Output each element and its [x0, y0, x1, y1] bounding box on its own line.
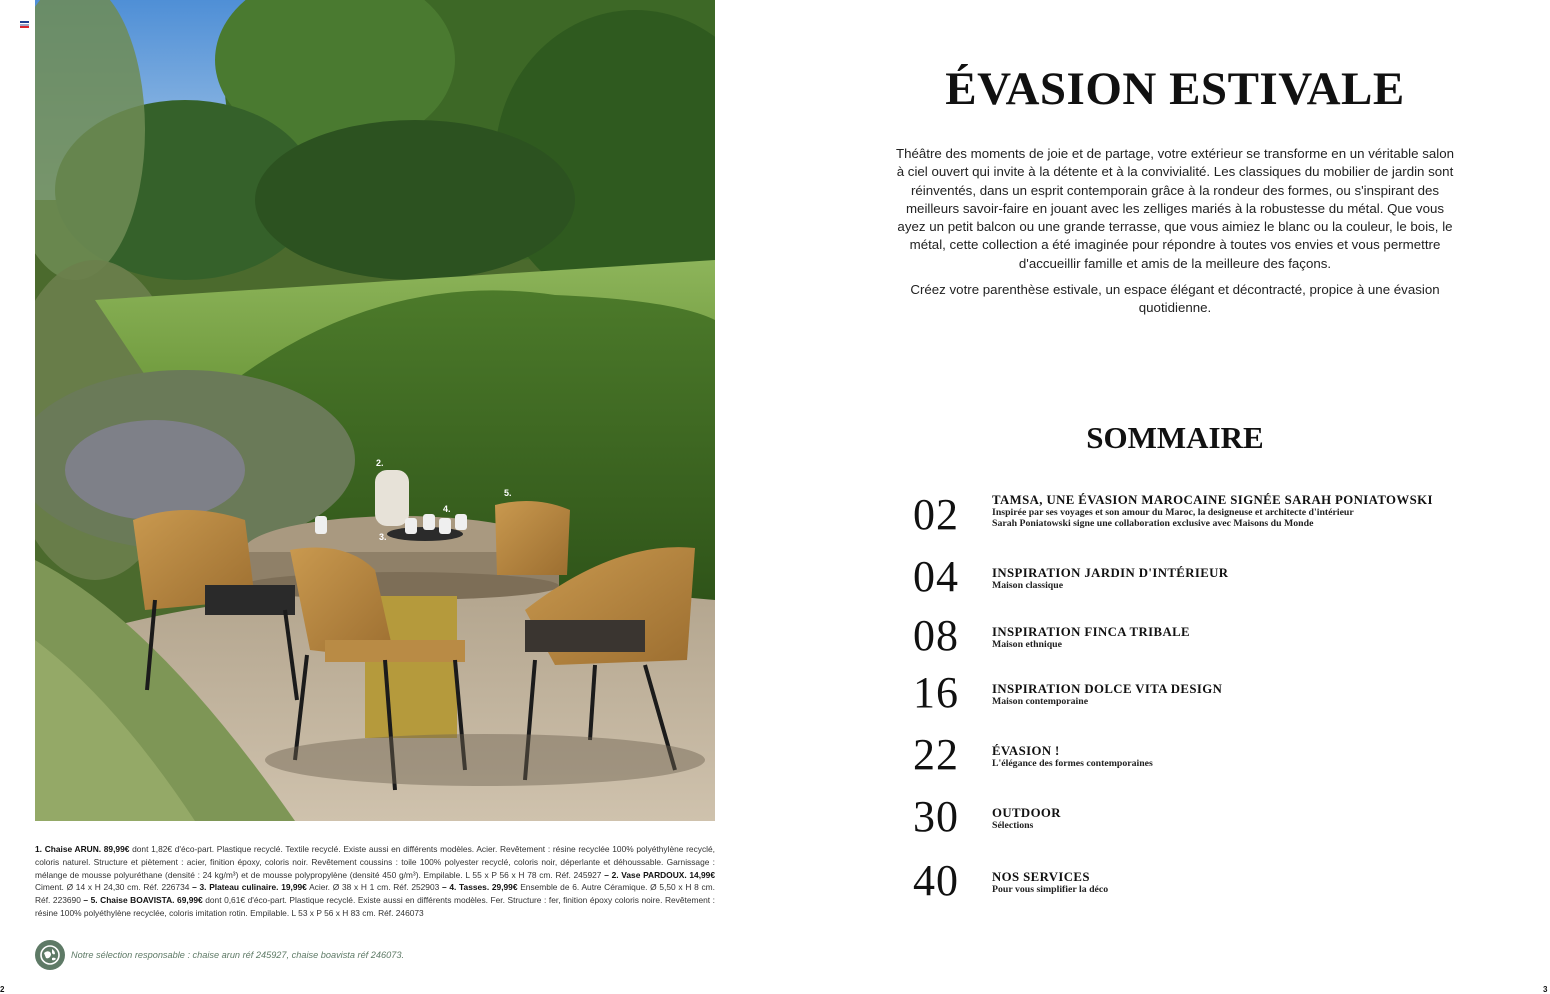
- toc-subtitle: Pour vous simplifier la déco: [992, 884, 1109, 895]
- product-label-4: 4.: [443, 504, 451, 514]
- toc-item[interactable]: [913, 552, 1473, 601]
- toc-page-number: 08: [913, 611, 959, 660]
- intro-text: [895, 145, 1455, 326]
- brand-flag-icon: [20, 21, 29, 28]
- toc-heading: OUTDOOR: [992, 806, 1061, 820]
- toc-heading: INSPIRATION JARDIN D'INTÉRIEUR: [992, 566, 1229, 580]
- toc-subtitle: Maison classique: [992, 580, 1064, 591]
- caption-product-1-name: 1. Chaise ARUN. 89,99€: [35, 844, 130, 854]
- intro-paragraph-1: Théâtre des moments de joie et de partage, votre extérieur se transforme en un véritable salon à ciel ouvert qui invite à la détente et à la convivialité. Les classiques du mobilier de jardin sont réinventés, dans un esprit contemporain grâce à la rondeur des formes, ou s'inspirant des meilleurs savoir-faire en jouant avec les zelliges mariés à la robustesse du métal. Que vous ayez un petit balcon ou une grande terrasse, que vous aimiez le blanc ou la couleur, le bois, le métal, cette collection a été imaginée pour répondre à toutes vos envies et vous permettre d'accueillir famille et amis de la meilleure des façons.: [895, 146, 1455, 271]
- toc-page-number: 02: [913, 490, 959, 539]
- toc-subtitle: Maison contemporaine: [992, 696, 1089, 707]
- caption-product-3-details: Acier. Ø 38 x H 1 cm. Réf. 252903: [306, 882, 442, 893]
- intro-paragraph-2: Créez votre parenthèse estivale, un espace élégant et décontracté, propice à une évasion quotidienne.: [910, 282, 1440, 316]
- eco-note: [35, 939, 404, 971]
- toc-subtitle: Maison ethnique: [992, 639, 1062, 650]
- toc-item[interactable]: [913, 611, 1473, 660]
- product-label-3: 3.: [379, 532, 387, 542]
- toc-item[interactable]: [913, 856, 1473, 905]
- caption-product-4-details: Ensemble de 6. Autre Céramique. Ø 5,50 x H 8 cm. Réf. 223690: [35, 882, 715, 906]
- toc-heading: NOS SERVICES: [992, 870, 1090, 884]
- toc-item[interactable]: [913, 792, 1473, 841]
- toc-page-number: 16: [913, 668, 959, 717]
- caption-product-3-name: – 3. Plateau culinaire. 19,99€: [192, 882, 307, 893]
- product-caption: [35, 843, 715, 920]
- product-label-5: 5.: [504, 488, 512, 498]
- garden-dining-set-photo: [35, 0, 715, 821]
- toc-item[interactable]: [913, 730, 1473, 779]
- page-title: ÉVASION ESTIVALE: [945, 63, 1405, 115]
- toc-heading: ÉVASION !: [992, 744, 1060, 758]
- toc-item[interactable]: [913, 668, 1473, 717]
- caption-product-2-details: Ciment. Ø 14 x H 24,30 cm. Réf. 226734: [35, 882, 193, 893]
- caption-product-5-name: – 5. Chaise BOAVISTA. 69,99€: [83, 895, 203, 906]
- toc-subtitle: L'élégance des formes contemporaines: [992, 758, 1153, 769]
- caption-product-5-details: dont 0,61€ d'éco-part. Plastique recyclé. Existe aussi en différents modèles. Fer. Structure : fer, finition époxy coloris noire. Revêtement : résine 100% polyéthylène recyclée, coloris imitation rotin. Empilable. L 53 x P 56 x H 83 cm. Réf. 246073: [35, 895, 715, 918]
- caption-product-4-name: – 4. Tasses. 29,99€: [441, 882, 518, 893]
- toc-subtitle: Inspirée par ses voyages et son amour du Maroc, la designeuse et architecte d'intérieur: [992, 507, 1354, 518]
- toc-title: SOMMAIRE: [1086, 420, 1264, 455]
- product-label-2: 2.: [376, 458, 384, 468]
- toc-page-number: 04: [913, 552, 959, 601]
- toc-heading: INSPIRATION DOLCE VITA DESIGN: [992, 682, 1223, 696]
- caption-product-2-name: – 2. Vase PARDOUX. 14,99€: [604, 869, 715, 880]
- caption-product-1-details: dont 1,82€ d'éco-part. Plastique recyclé. Textile recyclé. Existe aussi en différents modèles. Acier. Revêtement : résine recyclée 100% polyéthylène recyclé, coloris naturel. Structure et piètement : acier, finition époxy, coloris noir. Revêtement coussins : toile 100% polyester recyclé, coloris noir, déperlante et déhoussable. Garnissage : mélange de mousse polyuréthane (densité : 24 kg/m³) et de mousse polypropylène (densité 450 g/m³). Empilable. L 55 x P 56 x H 78 cm. Réf. 245927: [35, 844, 715, 880]
- globe-leaf-icon: [35, 940, 65, 970]
- toc-page-number: 22: [913, 730, 959, 779]
- toc-subtitle: Sélections: [992, 820, 1034, 831]
- toc-subtitle-line-2: Sarah Poniatowski signe une collaboration exclusive avec Maisons du Monde: [992, 518, 1314, 529]
- toc-heading: INSPIRATION FINCA TRIBALE: [992, 625, 1190, 639]
- toc-item[interactable]: [913, 490, 1473, 539]
- page-number-right: 3: [1543, 985, 1548, 994]
- toc-page-number: 30: [913, 792, 959, 841]
- eco-note-text: Notre sélection responsable : chaise arun réf 245927, chaise boavista réf 246073.: [71, 950, 405, 960]
- page-number-left: 2: [0, 985, 5, 994]
- toc-page-number: 40: [913, 856, 959, 905]
- toc-heading: TAMSA, UNE ÉVASION MAROCAINE SIGNÉE SARAH PONIATOWSKI: [992, 493, 1433, 507]
